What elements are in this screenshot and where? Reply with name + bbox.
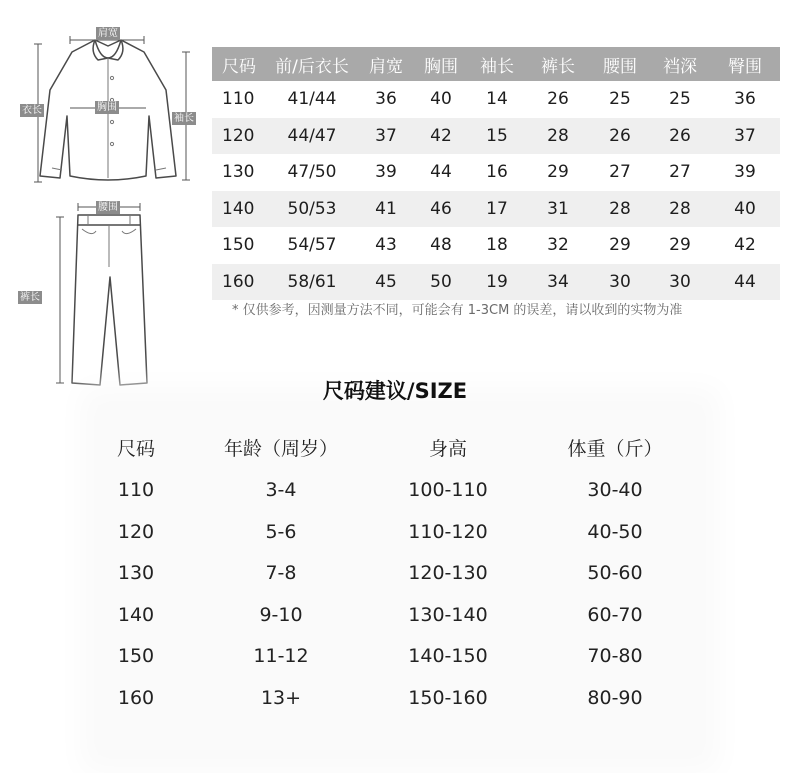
header-pants-length: 裤长 [526, 47, 590, 81]
recommendation-cell: 120 [117, 520, 155, 543]
header-waist: 腰围 [590, 47, 650, 81]
recommendation-cell: 5-6 [265, 520, 297, 543]
recommendation-header-weight: 体重（斤） [567, 438, 663, 460]
table-cell: 28 [590, 191, 650, 228]
table-row [212, 227, 780, 264]
recommendation-cell: 60-70 [587, 603, 643, 626]
header-sleeve: 袖长 [468, 47, 526, 81]
table-cell: 27 [669, 162, 691, 183]
table-cell: 30 [590, 264, 650, 301]
table-cell: 37 [710, 118, 780, 155]
recommendation-column-age [206, 428, 356, 720]
recommendation-cell: 110-120 [408, 520, 488, 543]
table-cell: 34 [526, 264, 590, 301]
shoulder-label: 肩宽 [98, 28, 118, 39]
table-cell: 54/57 [287, 235, 337, 256]
table-cell: 25 [609, 89, 631, 110]
recommendation-cell: 11-12 [253, 645, 309, 668]
table-cell: 26 [590, 118, 650, 155]
recommendation-cell: 40-50 [587, 520, 643, 543]
recommendation-column-size [88, 428, 184, 720]
table-cell: 44 [710, 264, 780, 301]
table-cell: 37 [358, 118, 414, 155]
table-cell: 29 [547, 162, 569, 183]
table-row [212, 118, 780, 155]
measurement-header-row [212, 47, 780, 81]
recommendation-cell: 160 [117, 686, 155, 709]
recommendation-cell: 150-160 [408, 686, 488, 709]
table-cell: 26 [547, 89, 569, 110]
recommendation-header-height: 身高 [428, 438, 467, 460]
recommendation-cell: 80-90 [587, 686, 643, 709]
header-rise: 裆深 [650, 47, 710, 81]
recommendation-title: 尺码建议/SIZE [322, 379, 468, 403]
recommendation-cell: 7-8 [265, 562, 297, 585]
table-cell: 140 [212, 191, 266, 228]
table-row [212, 191, 780, 228]
table-cell: 48 [430, 235, 452, 256]
table-cell: 120 [212, 118, 266, 155]
recommendation-header-age: 年龄（周岁） [223, 438, 338, 460]
table-cell: 15 [468, 118, 526, 155]
table-cell: 32 [547, 235, 569, 256]
table-cell: 42 [734, 235, 756, 256]
recommendation-cell: 9-10 [259, 603, 303, 626]
table-cell: 36 [375, 89, 397, 110]
recommendation-cell: 130 [117, 562, 155, 585]
shirt-diagram [0, 0, 205, 200]
recommendation-cell: 110 [117, 479, 155, 501]
pants-length-label: 裤长 [20, 292, 40, 303]
table-cell: 14 [486, 89, 508, 110]
table-cell: 29 [669, 235, 691, 256]
table-cell: 44 [430, 162, 452, 183]
recommendation-cell: 120-130 [408, 562, 488, 585]
table-row [212, 264, 780, 301]
table-cell: 41 [358, 191, 414, 228]
chest-label: 胸围 [97, 102, 117, 113]
table-cell: 130 [222, 162, 255, 183]
table-cell: 27 [609, 162, 631, 183]
measurement-table [212, 47, 780, 300]
length-label: 衣长 [22, 105, 42, 116]
table-cell: 36 [734, 89, 756, 110]
table-cell: 18 [486, 235, 508, 256]
recommendation-cell: 100-110 [408, 479, 488, 501]
table-cell: 39 [375, 162, 397, 183]
recommendation-cell: 50-60 [587, 562, 643, 585]
table-cell: 29 [609, 235, 631, 256]
table-cell: 31 [526, 191, 590, 228]
table-cell: 110 [222, 89, 255, 110]
table-cell: 160 [212, 264, 266, 301]
recommendation-header-size: 尺码 [116, 438, 155, 460]
table-cell: 19 [468, 264, 526, 301]
table-cell: 40 [710, 191, 780, 228]
table-cell: 46 [414, 191, 468, 228]
waist-label: 腰围 [98, 202, 118, 213]
recommendation-cell: 140-150 [408, 645, 488, 668]
header-shoulder: 肩宽 [358, 47, 414, 81]
header-front-back-length: 前/后衣长 [266, 47, 358, 81]
table-row [212, 154, 780, 191]
recommendation-cell: 150 [117, 645, 155, 668]
table-row [212, 81, 780, 118]
pants-diagram [0, 195, 205, 395]
table-cell: 43 [375, 235, 397, 256]
recommendation-column-weight [540, 428, 690, 720]
table-cell: 17 [468, 191, 526, 228]
table-cell: 30 [650, 264, 710, 301]
recommendation-cell: 3-4 [265, 479, 297, 501]
table-cell: 50/53 [266, 191, 358, 228]
table-cell: 28 [526, 118, 590, 155]
measurement-disclaimer: * 仅供参考，因测量方法不同，可能会有 1-3CM 的误差，请以收到的实物为准 [232, 303, 683, 318]
table-cell: 41/44 [287, 89, 337, 110]
recommendation-cell: 30-40 [587, 479, 643, 501]
header-hip: 臀围 [710, 47, 780, 81]
sleeve-label: 袖长 [174, 113, 194, 124]
table-cell: 58/61 [266, 264, 358, 301]
table-cell: 40 [430, 89, 452, 110]
header-size: 尺码 [212, 47, 266, 81]
table-cell: 25 [669, 89, 691, 110]
table-cell: 42 [414, 118, 468, 155]
recommendation-cell: 140 [117, 603, 155, 626]
recommendation-column-height [378, 428, 518, 720]
table-cell: 16 [486, 162, 508, 183]
table-cell: 47/50 [287, 162, 337, 183]
table-cell: 50 [414, 264, 468, 301]
recommendation-cell: 70-80 [587, 645, 643, 668]
table-cell: 39 [734, 162, 756, 183]
table-cell: 28 [650, 191, 710, 228]
recommendation-cell: 13+ [260, 686, 302, 709]
header-chest: 胸围 [414, 47, 468, 81]
table-cell: 44/47 [266, 118, 358, 155]
table-cell: 150 [222, 235, 255, 256]
table-cell: 26 [650, 118, 710, 155]
recommendation-cell: 130-140 [408, 603, 488, 626]
table-cell: 45 [358, 264, 414, 301]
